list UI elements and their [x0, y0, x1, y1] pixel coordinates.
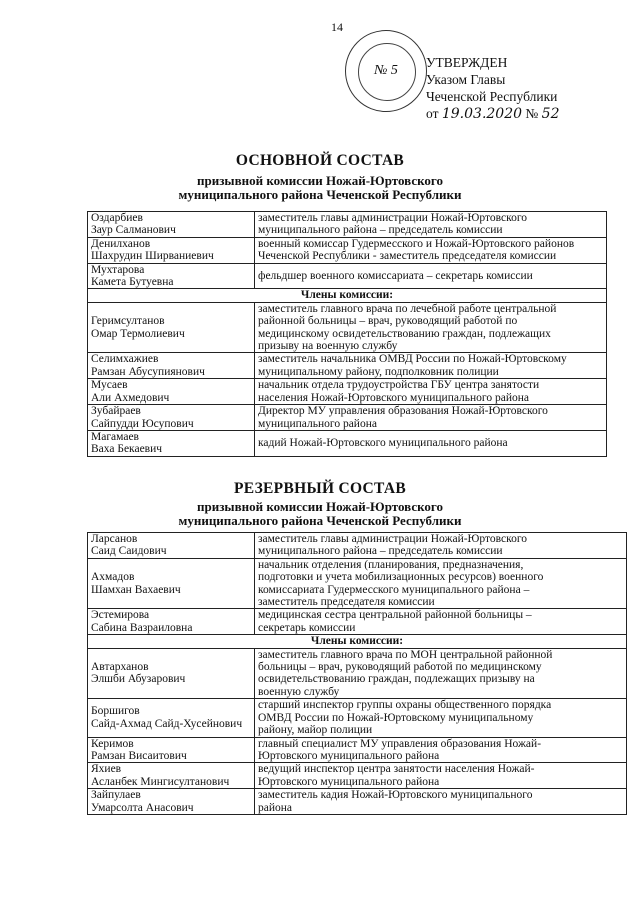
member-row [88, 353, 607, 379]
member-row [88, 648, 627, 699]
member-surname: Мухтарова [91, 263, 145, 276]
member-given-names: Камета Бутуевна [91, 276, 174, 289]
approval-number-prefix: № [525, 106, 539, 121]
member-name-cell [88, 405, 255, 431]
members-header: Члены комиссии: [88, 289, 607, 302]
member-role-cell [255, 533, 627, 559]
member-given-names: Али Ахмедович [91, 391, 170, 404]
member-role-line: начальник отделения (планирования, предназначения, [258, 558, 524, 571]
member-given-names: Рамзан Абусупиянович [91, 365, 205, 378]
member-given-names: Шахрудин Ширваниевич [91, 250, 214, 263]
member-surname: Селимхажиев [91, 353, 159, 366]
member-row [88, 212, 607, 238]
member-role-line: муниципальному району, подполковник полиции [258, 365, 499, 378]
member-role-cell [255, 648, 627, 699]
member-given-names: Сайпудди Юсупович [91, 417, 194, 430]
members-header-row [88, 289, 607, 302]
member-role-cell [255, 212, 607, 238]
member-role-line: районной больницы – врач, руководящий работой по [258, 315, 518, 328]
member-role-line: заместитель председателя комиссии [258, 596, 435, 609]
member-row [88, 430, 607, 456]
member-role-line: ведущий инспектор центра занятости населения Ножай- [258, 763, 535, 776]
member-surname: Зубайраев [91, 405, 141, 418]
member-row [88, 763, 627, 789]
member-given-names: Саид Саидович [91, 545, 167, 558]
member-role-line: Директор МУ управления образования Ножай-Юртовского [258, 405, 548, 418]
member-role-cell [255, 302, 607, 353]
page-number: 14 [331, 20, 343, 34]
approval-heading: УТВЕРЖДЕН [426, 55, 508, 70]
member-surname: Боршигов [91, 705, 140, 718]
member-role-line: кадий Ножай-Юртовского муниципального района [258, 437, 508, 450]
member-surname: Магамаев [91, 430, 139, 443]
approval-authority: Чеченской Республики [426, 89, 558, 104]
member-surname: Оздарбиев [91, 212, 143, 224]
member-surname: Денилханов [91, 237, 151, 250]
member-role-cell [255, 263, 607, 289]
member-surname: Мусаев [91, 379, 128, 392]
member-given-names: Асланбек Мингисултанович [91, 775, 230, 788]
member-name-cell [88, 609, 255, 635]
member-surname: Ларсанов [91, 533, 138, 545]
member-role-line: медицинская сестра центральной районной больницы – [258, 609, 532, 622]
member-role-line: муниципального района – председатель комиссии [258, 224, 503, 237]
reserve-composition-table [87, 532, 627, 815]
member-given-names: Умарсолта Анасович [91, 801, 194, 814]
member-role-line: главный специалист МУ управления образования Ножай- [258, 737, 542, 750]
member-row [88, 405, 607, 431]
official-stamp-seal [345, 30, 427, 112]
member-role-line: военную службу [258, 685, 340, 698]
member-surname: Эстемирова [91, 609, 150, 622]
member-role-line: района [258, 801, 293, 814]
member-name-cell [88, 789, 255, 815]
member-role-cell [255, 237, 607, 263]
member-given-names: Сайд-Ахмад Сайд-Хусейнович [91, 717, 243, 730]
member-role-cell [255, 558, 627, 609]
member-surname: Ахмадов [91, 571, 135, 584]
member-row [88, 699, 627, 737]
member-role-cell [255, 379, 607, 405]
member-surname: Автарханов [91, 661, 149, 674]
member-row [88, 609, 627, 635]
member-role-line: призыву на военную службу [258, 340, 398, 353]
member-role-cell [255, 430, 607, 456]
member-role-line: заместитель главы администрации Ножай-Юртовского [258, 533, 527, 545]
members-header-row [88, 635, 627, 648]
member-name-cell [88, 763, 255, 789]
main-composition-title: ОСНОВНОЙ СОСТАВ [235, 152, 405, 169]
member-name-cell [88, 533, 255, 559]
member-given-names: Шамхан Вахаевич [91, 583, 181, 596]
member-role-line: району, майор полиции [258, 724, 373, 737]
member-role-cell [255, 353, 607, 379]
member-role-line: заместитель главного врача по лечебной работе центральной [258, 302, 557, 315]
reserve-composition-subtitle-line1: призывной комиссии Ножай-Юртовского [197, 499, 443, 514]
member-row [88, 533, 627, 559]
member-surname: Яхиев [91, 763, 122, 776]
main-composition-subtitle-line1: призывной комиссии Ножай-Юртовского [197, 173, 443, 188]
stamp-number: № 5 [374, 63, 398, 78]
member-role-line: старший инспектор группы охраны общественного порядка [258, 699, 552, 712]
member-role-line: муниципального района – председатель комиссии [258, 545, 503, 558]
member-row [88, 379, 607, 405]
member-name-cell [88, 699, 255, 737]
member-row [88, 237, 607, 263]
member-row [88, 263, 607, 289]
member-name-cell [88, 430, 255, 456]
member-role-cell [255, 763, 627, 789]
member-role-line: медицинскому освидетельствованию граждан, подлежащих [258, 327, 551, 340]
approval-number: 52 [541, 106, 560, 122]
reserve-composition-title: РЕЗЕРВНЫЙ СОСТАВ [233, 480, 407, 497]
member-role-line: муниципального района [258, 417, 377, 430]
member-role-line: заместитель начальника ОМВД России по Ножай-Юртовскому [258, 353, 567, 366]
member-name-cell [88, 302, 255, 353]
member-role-line: Юртовского муниципального района [258, 775, 440, 788]
member-role-line: военный комиссар Гудермесского и Ножай-Юртовского районов [258, 237, 575, 250]
approval-date: 19.03.2020 [441, 106, 523, 122]
main-composition-subtitle-line2: муниципального района Чеченской Республики [178, 187, 462, 202]
member-given-names: Ваха Бекаевич [91, 443, 163, 456]
members-header: Члены комиссии: [88, 635, 627, 648]
member-surname: Зайпулаев [91, 789, 141, 802]
member-role-line: Юртовского муниципального района [258, 749, 440, 762]
member-name-cell [88, 263, 255, 289]
reserve-composition-subtitle-line2: муниципального района Чеченской Республики [178, 513, 462, 528]
member-given-names: Рамзан Висаитович [91, 749, 187, 762]
member-role-line: заместитель главы администрации Ножай-Юртовского [258, 212, 527, 224]
member-surname: Керимов [91, 737, 134, 750]
member-given-names: Элшби Абузарович [91, 673, 186, 686]
main-composition-table [87, 211, 607, 457]
member-row [88, 737, 627, 763]
member-given-names: Омар Термолиевич [91, 327, 185, 340]
member-role-line: освидетельствованию граждан, подлежащих призыву на [258, 673, 535, 686]
member-name-cell [88, 558, 255, 609]
approval-date-line [426, 105, 560, 123]
member-name-cell [88, 648, 255, 699]
member-role-line: комиссариата Гудермесского муниципального района – [258, 583, 530, 596]
member-row [88, 302, 607, 353]
member-role-line: секретарь комиссии [258, 621, 356, 634]
member-role-line: больницы – врач, руководящий работой по медицинскому [258, 661, 542, 674]
member-name-cell [88, 212, 255, 238]
member-role-line: ОМВД России по Ножай-Юртовскому муниципальному [258, 711, 534, 724]
member-name-cell [88, 237, 255, 263]
member-given-names: Заур Салманович [91, 224, 176, 237]
member-role-line: подготовки и учета мобилизационных ресурсов) военного [258, 571, 544, 584]
member-name-cell [88, 379, 255, 405]
member-role-cell [255, 789, 627, 815]
member-role-cell [255, 405, 607, 431]
member-role-line: Чеченской Республики - заместитель председателя комиссии [258, 250, 557, 263]
member-role-cell [255, 609, 627, 635]
approval-decree: Указом Главы [426, 72, 506, 87]
member-role-line: населения Ножай-Юртовского муниципального района [258, 391, 530, 404]
member-role-cell [255, 699, 627, 737]
member-row [88, 558, 627, 609]
member-name-cell [88, 353, 255, 379]
approval-block [426, 54, 560, 123]
member-role-cell [255, 737, 627, 763]
approval-date-prefix: от [426, 106, 439, 121]
member-given-names: Сабина Вазраиловна [91, 621, 193, 634]
member-role-line: заместитель главного врача по МОН центральной районной [258, 648, 553, 661]
member-surname: Геримсултанов [91, 315, 165, 328]
member-role-line: заместитель кадия Ножай-Юртовского муниципального [258, 789, 533, 802]
member-role-line: начальник отдела трудоустройства ГБУ центра занятости [258, 379, 540, 392]
member-role-line: фельдшер военного комиссариата – секретарь комиссии [258, 269, 533, 282]
member-name-cell [88, 737, 255, 763]
member-row [88, 789, 627, 815]
